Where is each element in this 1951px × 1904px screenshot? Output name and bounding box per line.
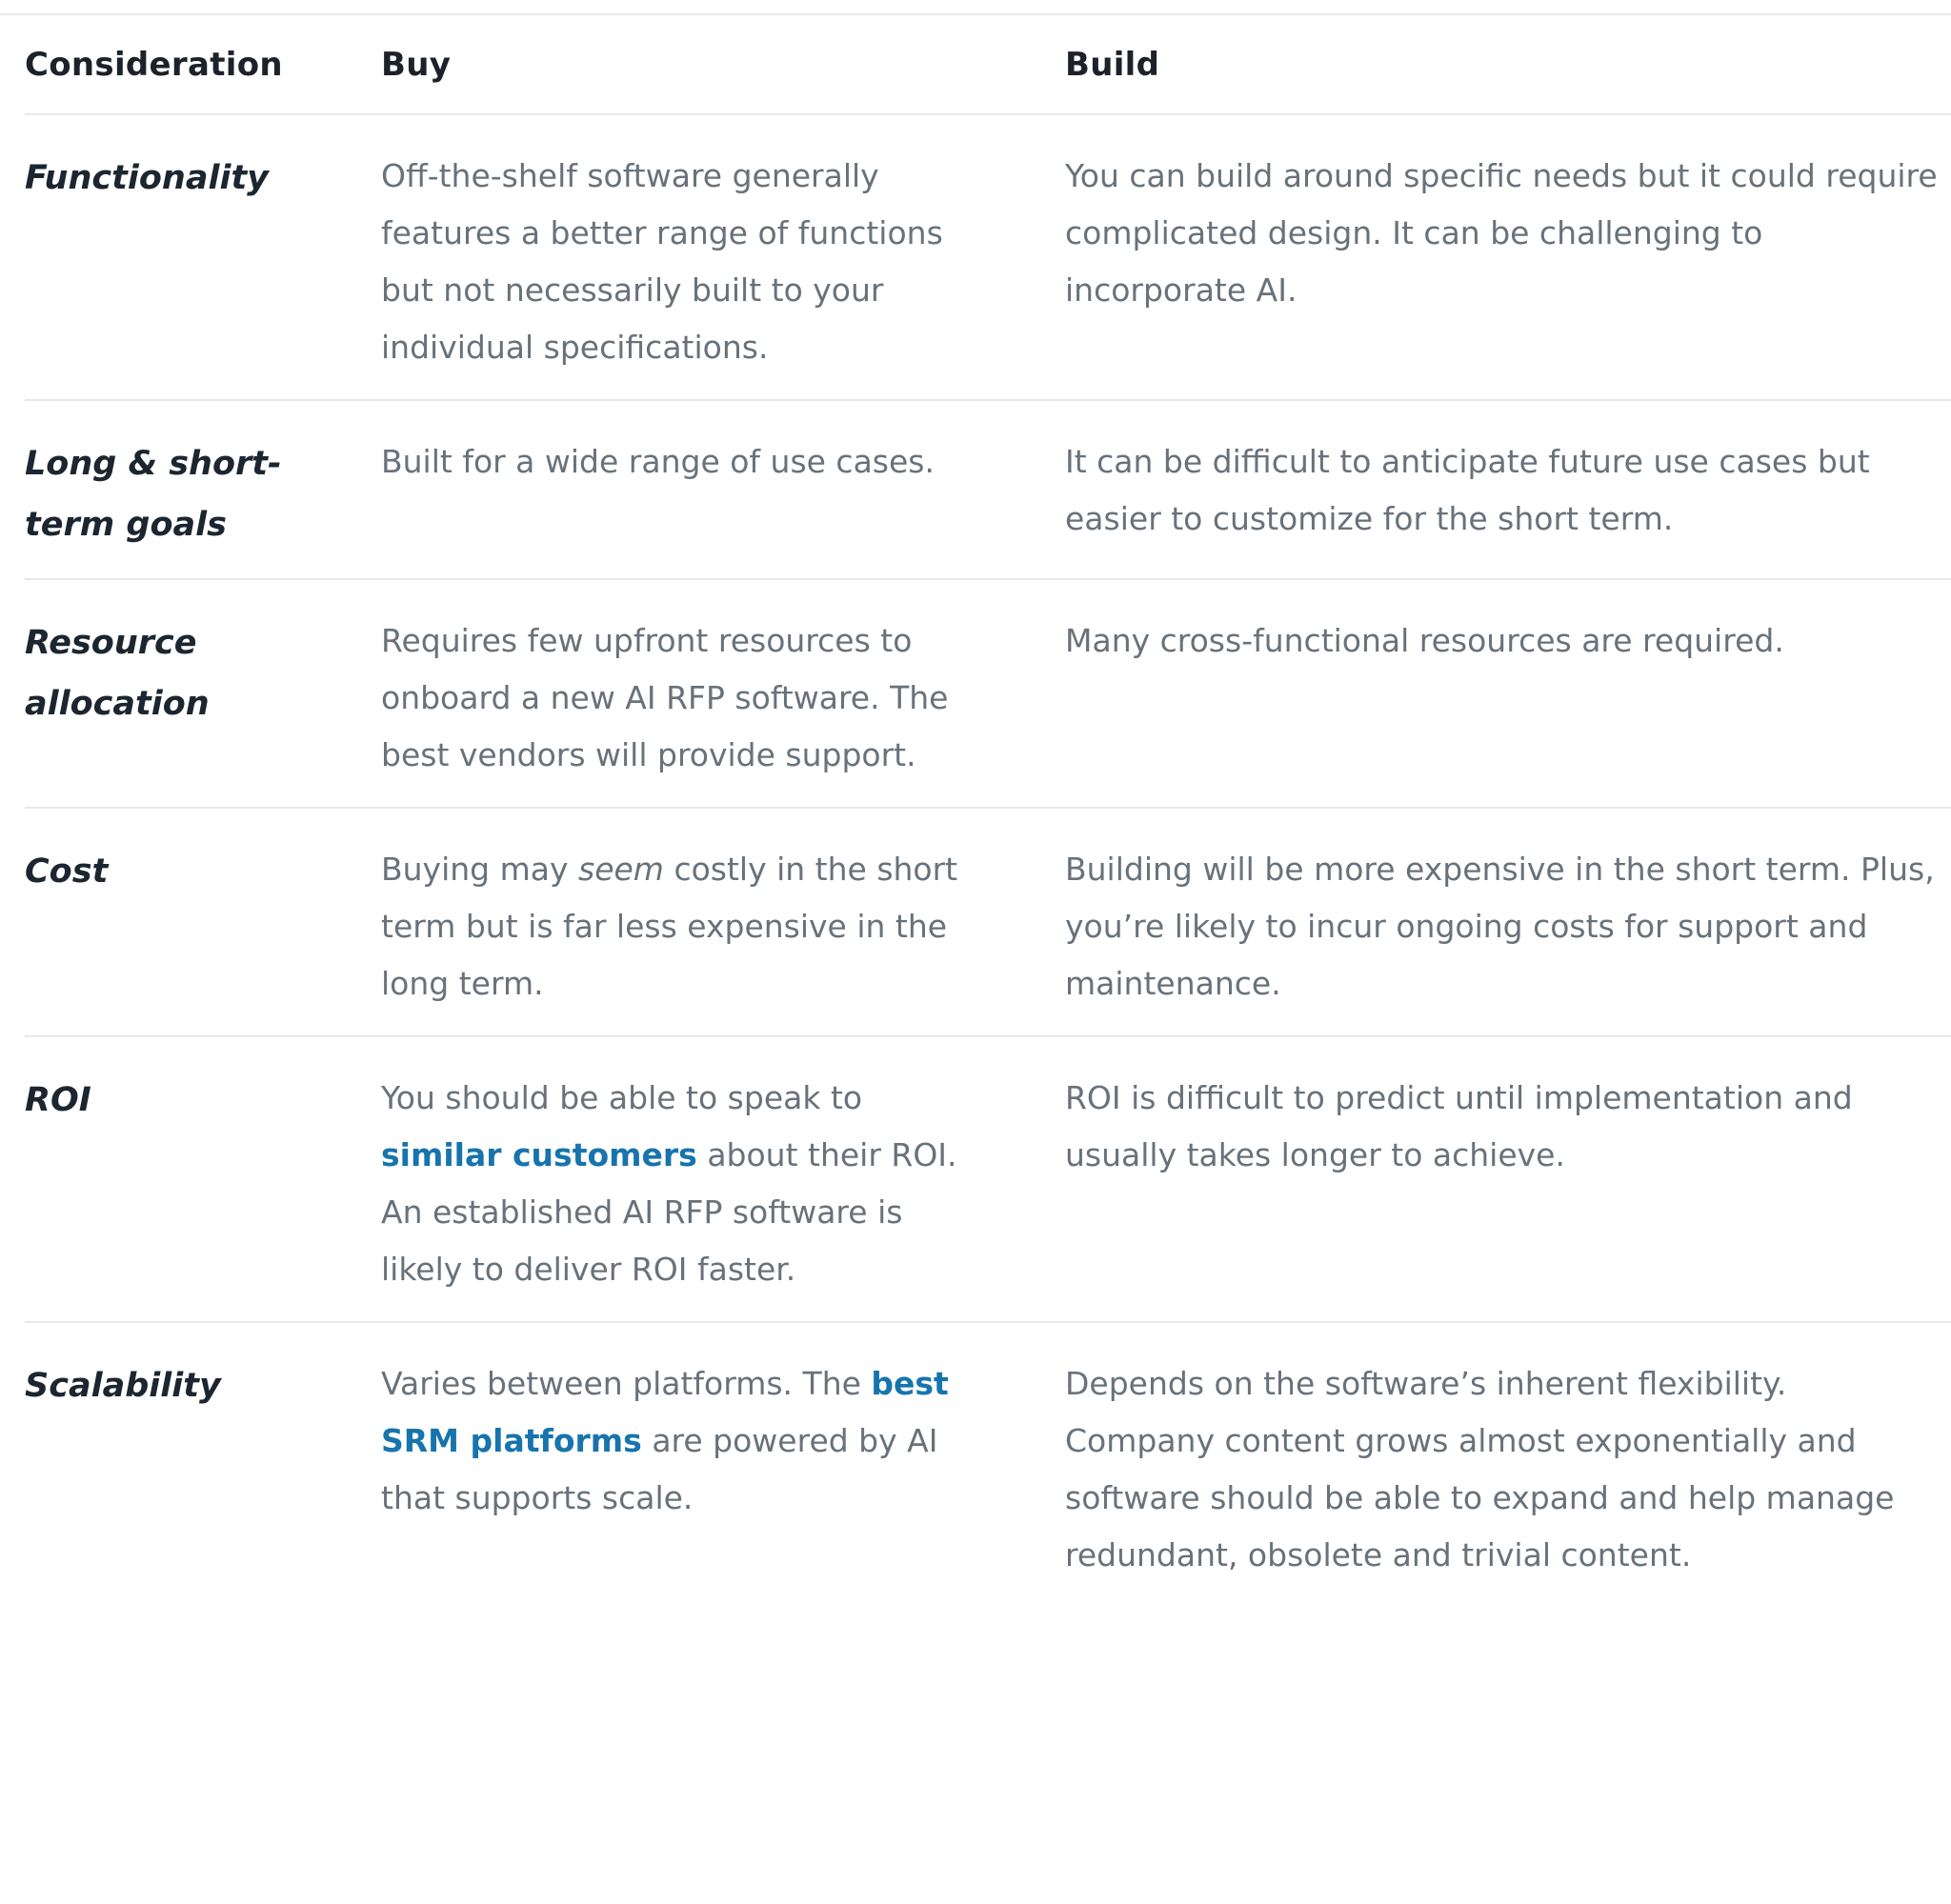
row-label: ROI — [25, 1080, 91, 1119]
build-cell — [1065, 433, 1951, 548]
cell-text: Depends on the software’s inherent flexibility. Company content grows almost exponentially and software should be able to expand and help manage redundant, obsolete and trivial content. — [1065, 1364, 1895, 1573]
table-body — [25, 115, 1951, 1607]
buy-cell — [381, 1355, 1065, 1527]
buy-cell — [381, 1070, 1065, 1298]
row-label: Functionality — [25, 158, 269, 197]
table-row — [25, 580, 1951, 809]
column-header-consideration: Consideration — [25, 46, 283, 84]
buy-cell — [381, 148, 1065, 376]
table-row — [25, 115, 1951, 401]
cell-text: You can build around specific needs but it could require complicated design. It can be challenging to incorporate AI. — [1065, 156, 1938, 309]
inline-link[interactable]: similar customers — [381, 1135, 697, 1173]
cell-text: Built for a wide range of use cases. — [381, 442, 935, 480]
inline-link[interactable]: best SRM platforms — [381, 1364, 949, 1459]
buy-cell — [381, 433, 1065, 491]
cell-text: about their ROI. An established AI RFP software is likely to deliver ROI faster. — [381, 1135, 957, 1288]
buy-cell — [381, 841, 1065, 1012]
build-cell — [1065, 148, 1951, 319]
cell-text: Varies between platforms. The — [381, 1364, 872, 1402]
build-cell — [1065, 841, 1951, 1012]
cell-text: Off-the-shelf software generally features a better range of functions but not necessarily built to your individual specifications. — [381, 156, 943, 366]
table-row — [25, 1037, 1951, 1323]
buy-vs-build-comparison-table — [0, 13, 1951, 1607]
build-cell — [1065, 1355, 1951, 1584]
cell-text: Many cross-functional resources are required. — [1065, 621, 1784, 659]
cell-text: Building will be more expensive in the short term. Plus, you’re likely to incur ongoing costs for support and maintenance. — [1065, 850, 1935, 1002]
table-row — [25, 1323, 1951, 1607]
column-header-build: Build — [1065, 46, 1160, 84]
cell-text: are powered by AI that supports scale. — [381, 1421, 938, 1516]
row-label: Cost — [25, 852, 109, 891]
cell-text: ROI is difficult to predict until implementation and usually takes longer to achieve. — [1065, 1078, 1853, 1173]
build-cell — [1065, 1070, 1951, 1184]
table-row — [25, 809, 1951, 1037]
buy-cell — [381, 612, 1065, 784]
column-header-buy: Buy — [381, 46, 452, 84]
cell-text: Buying may — [381, 850, 578, 888]
row-label: Resource allocation — [25, 623, 210, 723]
build-cell — [1065, 612, 1951, 670]
emphasized-text: seem — [578, 850, 664, 888]
cell-text: Requires few upfront resources to onboard a new AI RFP software. The best vendors will provide support. — [381, 621, 949, 773]
cell-text: It can be difficult to anticipate future use cases but easier to customize for the short term. — [1065, 442, 1870, 537]
cell-text: You should be able to speak to — [381, 1078, 863, 1116]
table-header-row — [25, 15, 1951, 115]
row-label: Scalability — [25, 1366, 221, 1405]
table-row — [25, 401, 1951, 580]
row-label: Long & short-term goals — [25, 444, 282, 544]
cell-text: costly in the short term but is far less expensive in the long term. — [381, 850, 958, 1002]
